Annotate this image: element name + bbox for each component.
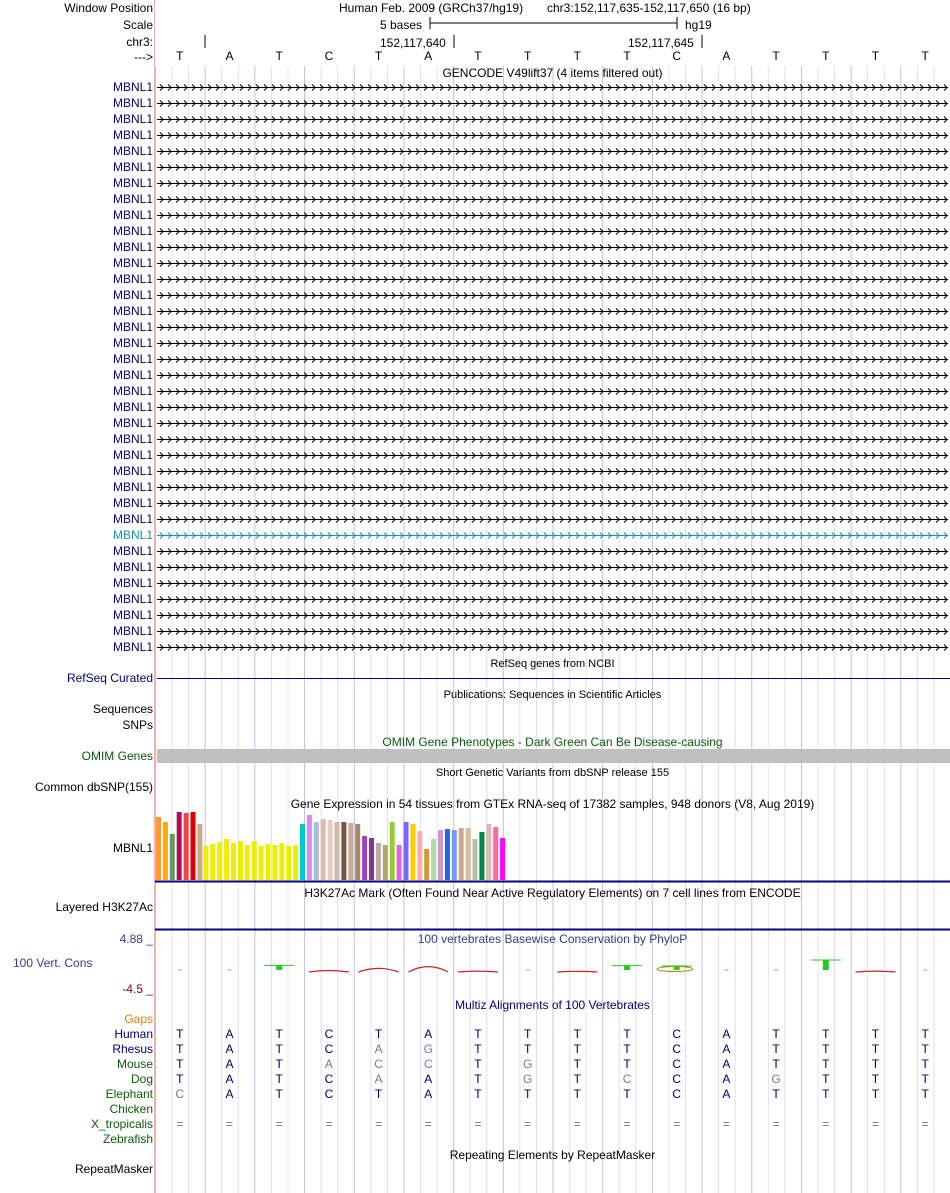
gtex-bar <box>390 822 395 880</box>
multiz-base: G <box>423 1042 433 1056</box>
multiz-base: = <box>623 1117 631 1131</box>
refseq-label[interactable]: RefSeq Curated <box>66 671 153 685</box>
gencode-item-label[interactable]: MBNL1 <box>112 416 153 430</box>
multiz-base: C <box>324 1087 334 1101</box>
phylop-curve <box>359 968 399 972</box>
phylop-curve <box>855 971 895 972</box>
multiz-base: T <box>275 1087 283 1101</box>
gencode-item-label[interactable]: MBNL1 <box>112 80 153 94</box>
gencode-item-label[interactable]: MBNL1 <box>112 352 153 366</box>
gencode-item-label[interactable]: MBNL1 <box>112 432 153 446</box>
gencode-item-label[interactable]: MBNL1 <box>112 480 153 494</box>
gtex-label[interactable]: MBNL1 <box>112 841 153 855</box>
multiz-base: T <box>176 1027 184 1041</box>
multiz-base: T <box>474 1057 482 1071</box>
multiz-base: A <box>722 1072 731 1086</box>
gencode-item-label[interactable]: MBNL1 <box>112 464 153 478</box>
multiz-base: T <box>374 1087 383 1101</box>
multiz-base: C <box>672 1072 682 1086</box>
gencode-item-label[interactable]: MBNL1 <box>112 96 153 110</box>
repeatmasker-track-title: Repeating Elements by RepeatMasker <box>449 1148 656 1162</box>
multiz-base: T <box>523 1042 532 1056</box>
gtex-bar <box>335 822 340 880</box>
multiz-base: T <box>921 1042 929 1056</box>
multiz-base: C <box>672 1027 682 1041</box>
gtex-bar <box>266 844 271 880</box>
gtex-bar <box>376 843 381 880</box>
gencode-item-label[interactable]: MBNL1 <box>112 640 153 654</box>
multiz-base: = <box>474 1117 482 1131</box>
phylop-min-label: -4.5 _ <box>122 982 153 996</box>
multiz-base: T <box>822 1057 830 1071</box>
multiz-species-label[interactable]: X_tropicalis <box>90 1117 153 1131</box>
gtex-bar <box>307 815 312 880</box>
multiz-base: T <box>822 1087 830 1101</box>
multiz-base: T <box>871 1042 880 1056</box>
gtex-bar <box>348 823 353 880</box>
gtex-bar <box>431 839 436 880</box>
multiz-base: T <box>474 1072 482 1086</box>
multiz-base: A <box>722 1042 731 1056</box>
sequence-base: T <box>474 49 482 63</box>
gtex-bar <box>217 842 222 880</box>
assembly-text: Human Feb. 2009 (GRCh37/hg19) <box>339 1 524 15</box>
multiz-base: A <box>722 1087 731 1101</box>
sequence-base: T <box>176 49 184 63</box>
gtex-bar <box>417 831 422 880</box>
multiz-base: C <box>672 1087 682 1101</box>
gtex-bar <box>486 824 491 880</box>
gencode-item-label[interactable]: MBNL1 <box>112 192 153 206</box>
gtex-bar <box>424 849 429 880</box>
sequence-base: T <box>275 49 283 63</box>
gencode-item-label[interactable]: MBNL1 <box>112 272 153 286</box>
multiz-base: T <box>623 1027 631 1041</box>
multiz-base: T <box>523 1087 532 1101</box>
multiz-base: A <box>424 1027 433 1041</box>
multiz-base: T <box>623 1042 631 1056</box>
sequence-base: A <box>424 49 433 63</box>
gencode-item-label[interactable]: MBNL1 <box>112 496 153 510</box>
multiz-base: G <box>771 1072 781 1086</box>
sequence-base: T <box>822 49 830 63</box>
multiz-base: C <box>672 1042 682 1056</box>
scale-label: Scale <box>122 18 153 32</box>
multiz-base: C <box>324 1042 334 1056</box>
multiz-base: T <box>623 1057 631 1071</box>
phylop-bar <box>276 965 282 970</box>
multiz-base: A <box>225 1087 234 1101</box>
gtex-bar <box>156 817 161 880</box>
multiz-base: A <box>424 1087 433 1101</box>
multiz-base: A <box>225 1042 234 1056</box>
multiz-base: = <box>375 1117 383 1131</box>
h3k27ac-track-title: H3K27Ac Mark (Often Found Near Active Regulatory Elements) on 7 cell lines from ENCODE <box>304 886 801 900</box>
multiz-base: A <box>722 1027 731 1041</box>
multiz-base: T <box>871 1072 880 1086</box>
multiz-base: T <box>573 1087 582 1101</box>
gtex-bar <box>445 829 450 880</box>
gtex-bar <box>286 846 291 880</box>
sequence-base: T <box>772 49 780 63</box>
multiz-base: = <box>673 1117 681 1131</box>
multiz-base: A <box>424 1072 433 1086</box>
gencode-item-label[interactable]: MBNL1 <box>112 512 153 526</box>
multiz-base: T <box>772 1042 780 1056</box>
sequence-base: T <box>573 49 582 63</box>
multiz-base: C <box>622 1072 632 1086</box>
gtex-bar <box>245 845 250 880</box>
gencode-item-label[interactable]: MBNL1 <box>112 240 153 254</box>
multiz-base: = <box>772 1117 780 1131</box>
gtex-bar <box>231 843 236 880</box>
gtex-bar <box>321 819 326 880</box>
multiz-species-label[interactable]: Gaps <box>124 1012 153 1026</box>
multiz-base: G <box>522 1072 533 1086</box>
multiz-base: A <box>374 1072 383 1086</box>
gtex-bar <box>272 845 277 880</box>
sequence-base: T <box>374 49 383 63</box>
multiz-species-label[interactable]: Human <box>114 1027 153 1041</box>
sequence-base: T <box>871 49 880 63</box>
gtex-bar <box>293 845 298 880</box>
gtex-bar <box>355 824 360 880</box>
gencode-item-label[interactable]: MBNL1 <box>112 560 153 574</box>
multiz-species-label[interactable]: Mouse <box>116 1057 153 1071</box>
multiz-base: = <box>822 1117 830 1131</box>
chr-label: chr3: <box>126 35 153 49</box>
gencode-item-label[interactable]: MBNL1 <box>112 128 153 142</box>
gencode-item-label[interactable]: MBNL1 <box>112 176 153 190</box>
scale-text: 5 bases <box>380 18 423 32</box>
window-position-label: Window Position <box>64 1 153 15</box>
gencode-item-label[interactable]: MBNL1 <box>112 624 153 638</box>
gtex-bar <box>466 828 471 880</box>
multiz-base: T <box>474 1027 482 1041</box>
phylop-curve <box>557 971 597 972</box>
gencode-item-label[interactable]: MBNL1 <box>112 608 153 622</box>
multiz-base: T <box>822 1042 830 1056</box>
multiz-base: = <box>424 1117 432 1131</box>
gtex-bar <box>259 846 264 880</box>
multiz-base: A <box>722 1057 731 1071</box>
multiz-base: C <box>324 1072 334 1086</box>
multiz-base: A <box>225 1027 234 1041</box>
gtex-bar <box>238 841 243 880</box>
multiz-base: T <box>573 1027 582 1041</box>
gencode-item-label[interactable]: MBNL1 <box>112 256 153 270</box>
multiz-base: T <box>573 1057 582 1071</box>
gencode-item-label[interactable]: MBNL1 <box>112 448 153 462</box>
multiz-base: T <box>523 1027 532 1041</box>
gencode-item-label[interactable]: MBNL1 <box>112 592 153 606</box>
multiz-base: T <box>772 1027 780 1041</box>
refseq-track-title: RefSeq genes from NCBI <box>490 658 615 670</box>
gtex-bar <box>479 832 484 880</box>
gtex-bar <box>300 824 305 880</box>
gencode-item-label[interactable]: MBNL1 <box>112 336 153 350</box>
gencode-item-label[interactable]: MBNL1 <box>112 544 153 558</box>
multiz-base: = <box>921 1117 929 1131</box>
gtex-bar <box>163 822 168 880</box>
gencode-item-label[interactable]: MBNL1 <box>112 208 153 222</box>
publications-sequences-label[interactable]: Sequences <box>92 702 153 716</box>
multiz-species-label[interactable]: Chicken <box>109 1102 153 1116</box>
multiz-base: = <box>871 1117 879 1131</box>
omim-bar <box>157 749 950 763</box>
phylop-curve <box>309 971 349 973</box>
multiz-base: T <box>275 1042 283 1056</box>
multiz-base: = <box>722 1117 730 1131</box>
strand-label: ---> <box>134 50 153 64</box>
multiz-base: = <box>176 1117 184 1131</box>
gtex-bar <box>177 812 182 880</box>
multiz-base: T <box>772 1057 780 1071</box>
gencode-item-label[interactable]: MBNL1 <box>112 288 153 302</box>
multiz-base: T <box>275 1027 283 1041</box>
tick-label-1: 152,117,640 <box>380 36 446 50</box>
position-text: chr3:152,117,635-152,117,650 (16 bp) <box>547 1 751 15</box>
sequence-base: A <box>225 49 234 63</box>
multiz-base: T <box>176 1042 184 1056</box>
gtex-bar <box>224 839 229 880</box>
multiz-base: T <box>921 1072 929 1086</box>
sequence-base: C <box>324 49 334 63</box>
multiz-species-label[interactable]: Rhesus <box>112 1042 153 1056</box>
gencode-item-label[interactable]: MBNL1 <box>112 160 153 174</box>
phylop-curve <box>458 971 498 972</box>
gencode-item-label[interactable]: MBNL1 <box>112 304 153 318</box>
multiz-base: G <box>522 1057 533 1071</box>
multiz-base: C <box>423 1057 433 1071</box>
gencode-item-label[interactable]: MBNL1 <box>112 576 153 590</box>
multiz-base: T <box>772 1087 780 1101</box>
multiz-base: = <box>524 1117 532 1131</box>
multiz-base: T <box>176 1072 184 1086</box>
multiz-base: T <box>871 1087 880 1101</box>
phylop-curve <box>408 967 448 972</box>
gtex-track-title: Gene Expression in 54 tissues from GTEx RNA-seq of 17382 samples, 948 donors (V8, Aug 2019) <box>290 797 815 811</box>
multiz-base: T <box>871 1057 880 1071</box>
multiz-base: T <box>474 1042 482 1056</box>
multiz-base: T <box>374 1027 383 1041</box>
multiz-base: T <box>573 1042 582 1056</box>
multiz-base: T <box>921 1057 929 1071</box>
multiz-base: C <box>324 1027 334 1041</box>
sequence-base: T <box>921 49 929 63</box>
gencode-item-label[interactable]: MBNL1 <box>112 528 153 542</box>
gtex-bar <box>191 812 196 880</box>
gencode-item-label[interactable]: MBNL1 <box>112 320 153 334</box>
gtex-bar <box>252 841 257 880</box>
gencode-item-label[interactable]: MBNL1 <box>112 400 153 414</box>
gtex-bar <box>369 838 374 880</box>
multiz-base: T <box>275 1072 283 1086</box>
h3k27ac-label[interactable]: Layered H3K27Ac <box>55 900 153 914</box>
gtex-bar <box>328 820 333 880</box>
multiz-base: T <box>474 1087 482 1101</box>
repeatmasker-label[interactable]: RepeatMasker <box>74 1162 153 1176</box>
gtex-bar <box>210 844 215 880</box>
dbsnp-label[interactable]: Common dbSNP(155) <box>34 780 153 794</box>
gtex-bar <box>341 822 346 880</box>
dbsnp-track-title: Short Genetic Variants from dbSNP release 155 <box>435 767 670 779</box>
sequence-base: T <box>623 49 631 63</box>
gtex-bar <box>362 836 367 880</box>
phylop-bar <box>624 966 630 970</box>
multiz-base: C <box>374 1057 383 1071</box>
gencode-item-label[interactable]: MBNL1 <box>112 112 153 126</box>
gencode-track-title: GENCODE V49lift37 (4 items filtered out) <box>442 66 663 80</box>
sequence-base: C <box>672 49 682 63</box>
gtex-bar <box>473 839 478 880</box>
multiz-base: T <box>573 1072 582 1086</box>
multiz-base: = <box>275 1117 283 1131</box>
multiz-base: T <box>275 1057 283 1071</box>
multiz-base: T <box>176 1057 184 1071</box>
multiz-base: C <box>672 1057 682 1071</box>
multiz-base: A <box>324 1057 333 1071</box>
gtex-bar <box>170 834 175 880</box>
multiz-species-label[interactable]: Elephant <box>105 1087 153 1101</box>
multiz-base: C <box>175 1087 185 1101</box>
publications-track-title: Publications: Sequences in Scientific Articles <box>443 689 662 701</box>
multiz-species-label[interactable]: Zebrafish <box>102 1132 153 1146</box>
gencode-item-label[interactable]: MBNL1 <box>112 144 153 158</box>
db-text: hg19 <box>685 18 712 32</box>
gtex-bar <box>493 827 498 880</box>
gtex-bar <box>184 813 189 880</box>
multiz-base: T <box>822 1027 830 1041</box>
gtex-bar <box>203 846 208 880</box>
gtex-bar <box>397 845 402 880</box>
multiz-track-title: Multiz Alignments of 100 Vertebrates <box>455 998 650 1012</box>
omim-track-title: OMIM Gene Phenotypes - Dark Green Can Be Disease-causing <box>382 735 723 749</box>
multiz-base: T <box>623 1087 631 1101</box>
omim-label[interactable]: OMIM Genes <box>81 749 153 763</box>
multiz-base: = <box>325 1117 333 1131</box>
multiz-base: A <box>225 1072 234 1086</box>
gtex-bar <box>314 822 319 880</box>
sequence-base: A <box>722 49 731 63</box>
multiz-base: T <box>871 1027 880 1041</box>
gtex-bar <box>279 843 284 880</box>
multiz-base: = <box>573 1117 581 1131</box>
multiz-base: = <box>226 1117 234 1131</box>
gtex-bar <box>452 830 457 880</box>
gtex-bar <box>459 828 464 880</box>
gtex-bar <box>410 824 415 880</box>
multiz-base: A <box>374 1042 383 1056</box>
gtex-bar <box>383 845 388 880</box>
phylop-max-label: 4.88 _ <box>119 932 153 946</box>
multiz-base: T <box>822 1072 830 1086</box>
gtex-bar <box>438 830 443 880</box>
multiz-species-label[interactable]: Dog <box>130 1072 153 1086</box>
gtex-bar <box>404 822 409 880</box>
sequence-base: T <box>523 49 532 63</box>
multiz-base: A <box>225 1057 234 1071</box>
publications-snps-label[interactable]: SNPs <box>122 718 153 732</box>
tick-label-2: 152,117,645 <box>628 36 694 50</box>
gencode-item-label[interactable]: MBNL1 <box>112 368 153 382</box>
gtex-bar <box>197 824 202 880</box>
phylop-bar <box>823 960 829 970</box>
gencode-item-label[interactable]: MBNL1 <box>112 224 153 238</box>
gtex-bar <box>500 838 505 880</box>
phylop-label[interactable]: 100 Vert. Cons <box>13 956 93 970</box>
multiz-base: T <box>921 1027 929 1041</box>
gencode-item-label[interactable]: MBNL1 <box>112 384 153 398</box>
multiz-base: T <box>921 1087 929 1101</box>
phylop-track-title: 100 vertebrates Basewise Conservation by PhyloP <box>417 932 688 946</box>
